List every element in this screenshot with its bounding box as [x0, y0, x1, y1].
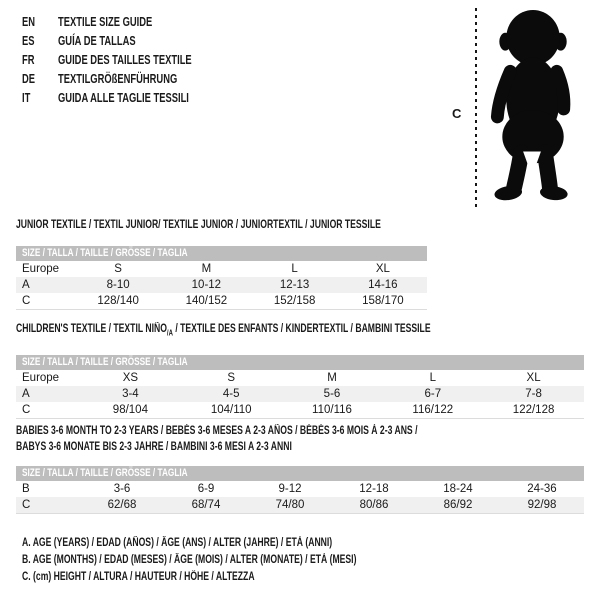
- row-label: C: [22, 404, 31, 417]
- language-row-es: [22, 32, 248, 51]
- size-cell: 110/116: [312, 404, 352, 417]
- babies-size-table: [16, 423, 584, 514]
- language-code: FR: [22, 53, 35, 67]
- size-cell: 116/122: [412, 404, 454, 417]
- height-label-c: C: [452, 106, 462, 121]
- size-cell: 7-8: [525, 388, 542, 401]
- table-title-line2: BABYS 3-6 MONATE BIS 2-3 JAHRE / BAMBINI 3-6 MESI A 2-3 ANNI: [16, 441, 292, 453]
- table-row: [16, 497, 584, 513]
- size-header-text: SIZE / TALLA / TAILLE / GRÖSSE / TAGLIA: [22, 356, 188, 369]
- table-title: JUNIOR TEXTILE / TEXTIL JUNIOR/ TEXTILE JUNIOR / JUNIORTEXTIL / JUNIOR TESSILE: [16, 219, 381, 231]
- table-title-sub: /A: [166, 328, 173, 338]
- size-cell: XL: [526, 372, 541, 385]
- size-cell: 152/158: [273, 295, 316, 307]
- row-label: B: [22, 483, 30, 495]
- row-label: A: [22, 279, 30, 291]
- size-cell: M: [327, 372, 337, 385]
- language-code: EN: [22, 15, 36, 29]
- footnotes: [22, 535, 468, 586]
- size-cell: M: [201, 263, 212, 275]
- size-cell: 12-18: [359, 483, 389, 495]
- size-cell: 8-10: [106, 279, 130, 291]
- language-title: GUIDE DES TAILLES TEXTILE: [58, 53, 192, 67]
- size-cell: XL: [375, 263, 390, 275]
- size-cell: L: [429, 372, 436, 385]
- footnote-a: A. AGE (YEARS) / EDAD (AÑOS) / ÂGE (ANS) / ALTER (JAHRE) / ETÀ (ANNI): [22, 537, 333, 549]
- size-cell: 4-5: [222, 388, 240, 401]
- size-cell: XS: [122, 372, 139, 385]
- children-size-table: [16, 319, 584, 419]
- size-cell: 24-36: [527, 483, 557, 495]
- size-header-band: [16, 246, 427, 261]
- size-cell: 104/110: [210, 404, 252, 417]
- size-cell: 14-16: [368, 279, 398, 291]
- language-title: TEXTILE SIZE GUIDE: [58, 15, 153, 29]
- row-label: Europe: [22, 263, 60, 275]
- size-header-text: SIZE / TALLA / TAILLE / GRÖSSE / TAGLIA: [22, 467, 188, 479]
- footnote-b: B. AGE (MONTHS) / EDAD (MESES) / ÂGE (MOIS) / ALTER (MONATE) / ETÀ (MESI): [22, 554, 357, 566]
- size-cell: 5-6: [323, 388, 341, 401]
- language-title: TEXTILGRÖßENFÜHRUNG: [58, 72, 178, 86]
- language-title-list: [22, 13, 248, 108]
- size-cell: 128/140: [97, 295, 139, 307]
- table-row: [16, 481, 584, 497]
- table-title-suffix: / TEXTILE DES ENFANTS / KINDERTEXTIL / BAMBINI TESSILE: [172, 323, 431, 335]
- size-cell: 74/80: [275, 499, 305, 511]
- baby-silhouette-icon: [484, 8, 584, 206]
- size-cell: 68/74: [191, 499, 221, 511]
- size-cell: 3-4: [122, 388, 139, 401]
- size-cell: 86/92: [443, 499, 473, 511]
- row-label: Europe: [22, 372, 60, 385]
- size-cell: 122/128: [512, 404, 555, 417]
- size-cell: 12-13: [279, 279, 310, 291]
- table-title-line1: BABIES 3-6 MONTH TO 2-3 YEARS / BEBÉS 3-6 MESES A 2-3 AÑOS / BÉBÉS 3-6 MOIS À 2-3 ANS /: [16, 425, 418, 437]
- footnote-c: C. (cm) HEIGHT / ALTURA / HAUTEUR / HÖHE / ALTEZZA: [22, 571, 255, 583]
- language-row-fr: [22, 51, 248, 70]
- size-header-text: SIZE / TALLA / TAILLE / GRÖSSE / TAGLIA: [22, 247, 188, 259]
- table-row: [16, 261, 427, 277]
- size-header-band: [16, 355, 584, 370]
- size-cell: S: [227, 372, 236, 385]
- language-row-it: [22, 89, 248, 108]
- junior-size-table: [16, 215, 427, 310]
- size-cell: 80/86: [359, 499, 389, 511]
- size-cell: 6-7: [424, 388, 442, 401]
- size-cell: 62/68: [107, 499, 137, 511]
- language-code: DE: [22, 72, 36, 86]
- table-row: [16, 277, 427, 293]
- size-cell: L: [291, 263, 298, 275]
- size-cell: 9-12: [278, 483, 302, 495]
- size-cell: S: [114, 263, 122, 275]
- table-row: [16, 402, 584, 418]
- language-code: IT: [22, 91, 31, 105]
- language-row-en: [22, 13, 248, 32]
- table-row: [16, 370, 584, 386]
- language-row-de: [22, 70, 248, 89]
- size-cell: 10-12: [191, 279, 222, 291]
- size-cell: 158/170: [362, 295, 404, 307]
- table-row: [16, 293, 427, 309]
- size-cell: 6-9: [197, 483, 215, 495]
- row-label: C: [22, 499, 31, 511]
- size-cell: 18-24: [443, 483, 473, 495]
- row-label: C: [22, 295, 31, 307]
- language-title: GUÍA DE TALLAS: [58, 34, 136, 48]
- size-cell: 3-6: [113, 483, 131, 495]
- size-cell: 140/152: [185, 295, 228, 307]
- height-measure-dashed-line: [475, 8, 477, 208]
- size-cell: 92/98: [527, 499, 557, 511]
- table-title-prefix: CHILDREN'S TEXTILE / TEXTIL NIÑO: [16, 323, 167, 335]
- row-label: A: [22, 388, 30, 401]
- table-title: [16, 323, 431, 339]
- table-row: [16, 386, 584, 402]
- size-cell: 98/104: [112, 404, 148, 417]
- size-header-band: [16, 466, 584, 481]
- language-title: GUIDA ALLE TAGLIE TESSILI: [58, 91, 189, 105]
- language-code: ES: [22, 34, 35, 48]
- table-title: [16, 423, 584, 455]
